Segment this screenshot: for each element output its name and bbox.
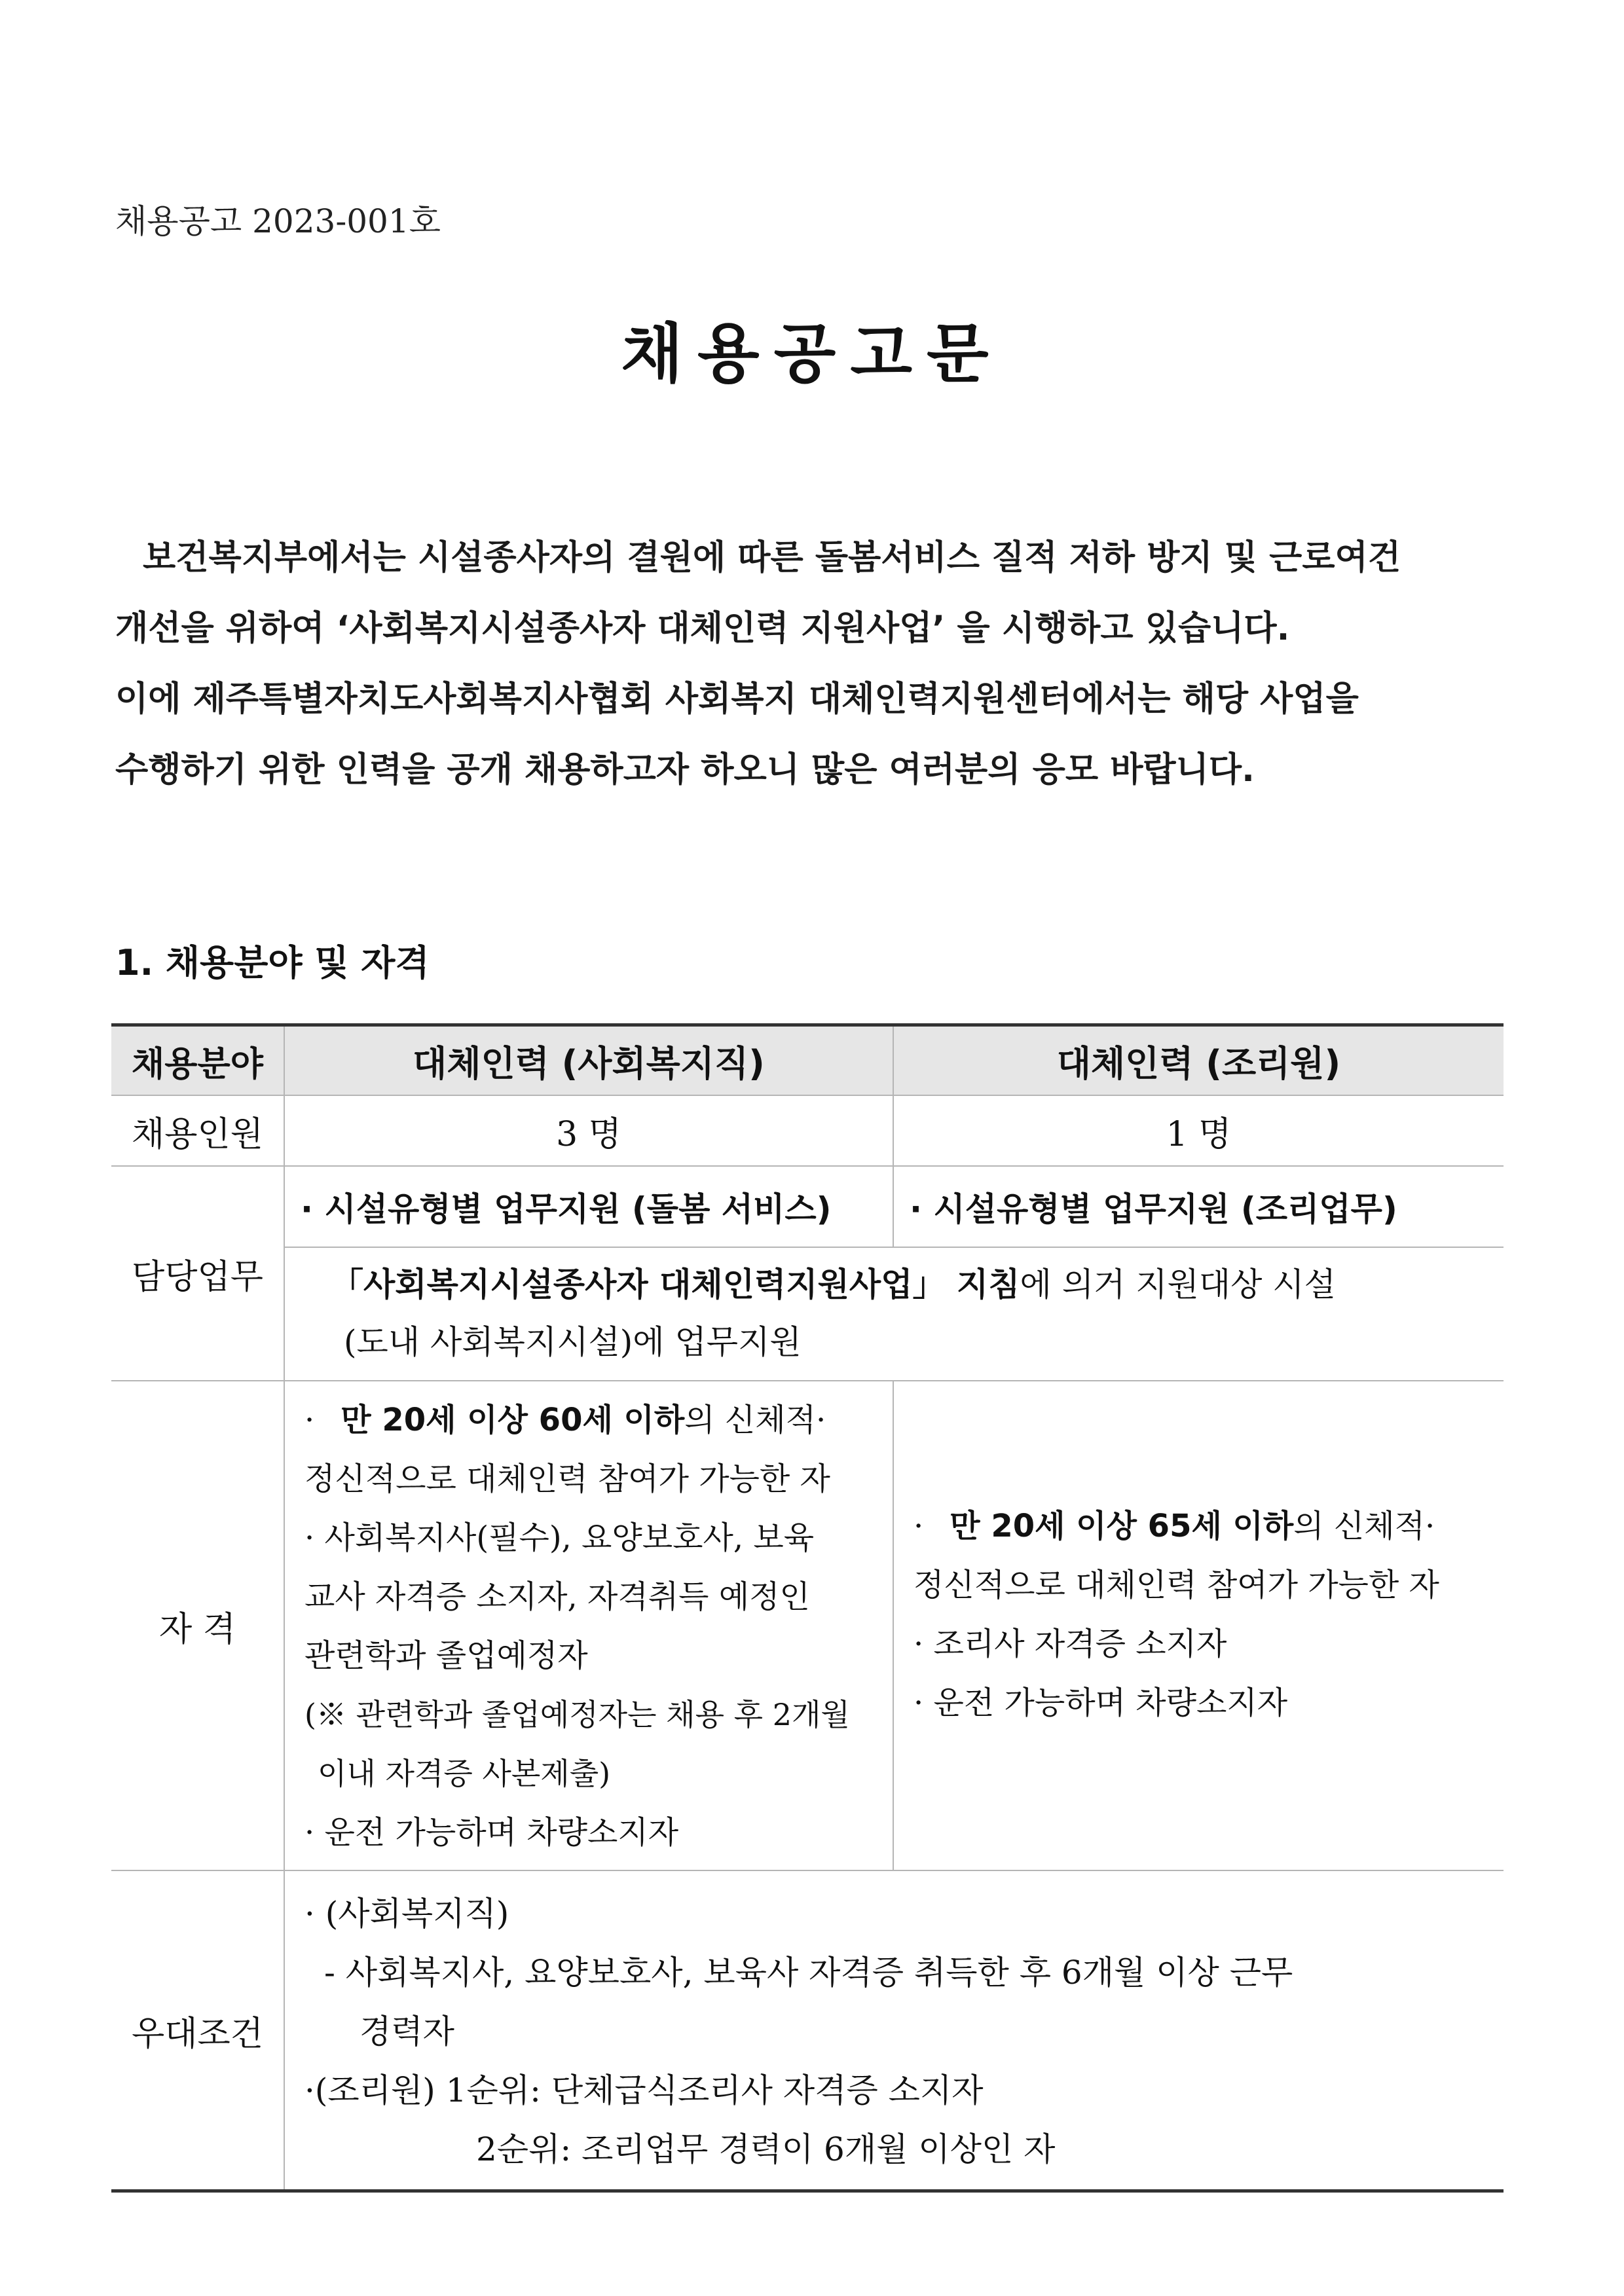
field-header: 채용분야 bbox=[111, 1025, 284, 1096]
social-headcount: 3 명 bbox=[284, 1095, 893, 1166]
qualification-label: 자 격 bbox=[111, 1381, 284, 1870]
headcount-row bbox=[111, 1095, 1504, 1166]
qualification-item: · 만 20세 이상 65세 이하의 신체적· bbox=[913, 1508, 1435, 1544]
cook-headcount: 1 명 bbox=[1166, 1114, 1232, 1154]
preference-item: 경력자 bbox=[360, 2013, 454, 2050]
qualification-item: 정신적으로 대체인력 참여가 가능한 자 bbox=[913, 1567, 1439, 1603]
cook-qualification bbox=[893, 1381, 1504, 1870]
preference-row bbox=[111, 1870, 1504, 2191]
social-worker-header: 대체인력 (사회복지직) bbox=[284, 1025, 893, 1096]
intro-line: 수행하기 위한 인력을 공개 채용하고자 하오니 많은 여러분의 응모 바랍니다. bbox=[115, 750, 1255, 790]
duties-common bbox=[284, 1247, 1504, 1381]
qualification-note: (※ 관련학과 졸업예정자는 채용 후 2개월 bbox=[304, 1697, 850, 1732]
qualification-item: 관련학과 졸업예정자 bbox=[304, 1637, 588, 1674]
preference-content bbox=[284, 1870, 1504, 2191]
preference-item: ·(조리원) 1순위: 단체급식조리사 자격증 소지자 bbox=[304, 2071, 984, 2109]
qualification-item: · 조리사 자격증 소지자 bbox=[913, 1626, 1227, 1662]
page-title: 채용공고문 bbox=[621, 317, 1003, 392]
qualification-item: · 운전 가능하며 차량소지자 bbox=[304, 1814, 679, 1851]
section-heading: 1. 채용분야 및 자격 bbox=[115, 942, 430, 983]
social-qualification bbox=[284, 1381, 893, 1870]
duties-common-line2: (도내 사회복지시설)에 업무지원 bbox=[344, 1323, 802, 1361]
preference-item: - 사회복지사, 요양보호사, 보육사 자격증 취득한 후 6개월 이상 근무 bbox=[324, 1954, 1293, 1992]
qualification-item: · 만 20세 이상 60세 이하의 신체적· bbox=[304, 1402, 826, 1438]
duties-common-text: 에 의거 지원대상 시설 bbox=[1020, 1266, 1336, 1303]
table-header-row bbox=[111, 1025, 1504, 1096]
intro-line: 개선을 위하여 ‘사회복지시설종사자 대체인력 지원사업’ 을 시행하고 있습니다. bbox=[115, 609, 1290, 648]
qualification-item: · 사회복지사(필수), 요양보호사, 보육 bbox=[304, 1520, 815, 1556]
preference-label: 우대조건 bbox=[111, 1870, 284, 2191]
qualification-item: · 운전 가능하며 차량소지자 bbox=[913, 1685, 1288, 1721]
qualification-item: 정신적으로 대체인력 참여가 가능한 자 bbox=[304, 1461, 830, 1497]
cook-duty: · 시설유형별 업무지원 (조리업무) bbox=[910, 1190, 1397, 1228]
preference-item: 2순위: 조리업무 경력이 6개월 이상인 자 bbox=[476, 2130, 1056, 2168]
preference-item: · (사회복지직) bbox=[304, 1895, 509, 1933]
cook-header: 대체인력 (조리원) bbox=[893, 1025, 1504, 1096]
qualification-row bbox=[111, 1381, 1504, 1870]
duties-label: 담당업무 bbox=[111, 1166, 284, 1381]
qualification-note: 이내 자격증 사본제출) bbox=[318, 1756, 611, 1791]
intro-paragraph bbox=[115, 522, 1517, 805]
intro-line: 이에 제주특별자치도사회복지사협회 사회복지 대체인력지원센터에서는 해당 사업을 bbox=[115, 680, 1359, 719]
duties-common-row bbox=[111, 1247, 1504, 1381]
recruitment-table bbox=[111, 1023, 1504, 2193]
notice-number: 채용공고 2023-001호 bbox=[115, 202, 441, 240]
qualification-item: 교사 자격증 소지자, 자격취득 예정인 bbox=[304, 1578, 810, 1615]
duties-row bbox=[111, 1166, 1504, 1247]
headcount-label: 채용인원 bbox=[111, 1095, 284, 1166]
guideline-name: 「사회복지시설종사자 대체인력지원사업」 지침 bbox=[331, 1266, 1020, 1303]
social-duty: · 시설유형별 업무지원 (돌봄 서비스) bbox=[284, 1166, 893, 1247]
intro-line: 보건복지부에서는 시설종사자의 결원에 따른 돌봄서비스 질적 저하 방지 및 근로여건 bbox=[143, 538, 1401, 577]
